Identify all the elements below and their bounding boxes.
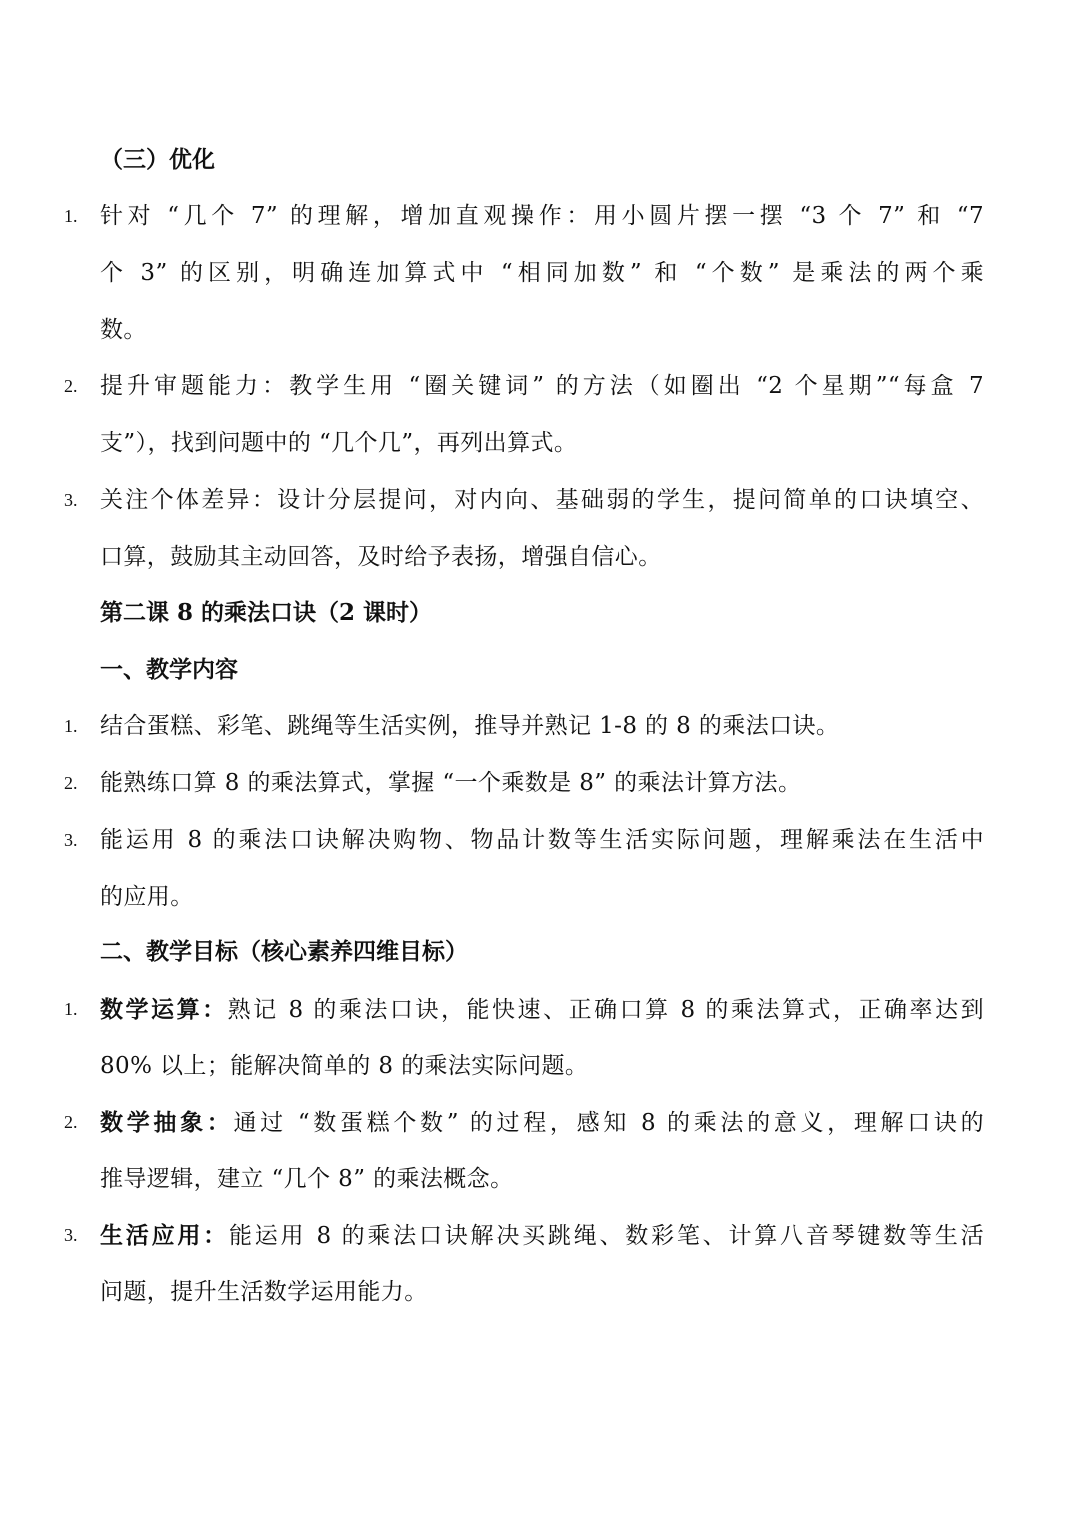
text-line: [100, 1207, 984, 1264]
text-line: 数。: [100, 317, 147, 343]
text-line: 关注个体差异：设计分层提问，对内向、基础弱的学生，提问简单的口诀填空、: [100, 487, 984, 513]
lesson-title: 第二课 8 的乘法口诀（2 课时）: [100, 599, 433, 626]
section-heading-optimize: （三）优化: [100, 146, 215, 173]
section-heading-content: 一、教学内容: [100, 656, 238, 683]
list-number: 3.: [64, 1225, 78, 1245]
list-item-text: [100, 1094, 984, 1208]
list-number: 1.: [64, 999, 78, 1019]
text-line: 提升审题能力：教学生用 “圈关键词” 的方法（如圈出 “2 个星期”“每盒 7: [100, 373, 984, 399]
list-number: 2.: [64, 376, 78, 396]
text-line: 推导逻辑，建立 “几个 8” 的乘法概念。: [100, 1166, 514, 1192]
text-line: 80% 以上；能解决简单的 8 的乘法实际问题。: [100, 1053, 589, 1079]
list-number: 3.: [64, 830, 78, 850]
text-line: 问题，提升生活数学运用能力。: [100, 1279, 428, 1305]
list-number: 3.: [64, 490, 78, 510]
text-line: [100, 1094, 984, 1151]
list-item-text: [100, 358, 984, 472]
list-number: 1.: [64, 206, 78, 226]
text-line: 的应用。: [100, 884, 194, 910]
list-number: 2.: [64, 773, 78, 793]
goal-text: 熟记 8 的乘法口诀，能快速、正确口算 8 的乘法算式，正确率达到: [227, 997, 985, 1023]
text-line: 口算，鼓励其主动回答，及时给予表扬，增强自信心。: [100, 544, 662, 570]
text-line: 能运用 8 的乘法口诀解决购物、物品计数等生活实际问题，理解乘法在生活中: [100, 827, 984, 853]
list-item-text: [100, 812, 984, 926]
goal-text: 通过 “数蛋糕个数” 的过程，感知 8 的乘法的意义，理解口诀的: [233, 1110, 985, 1136]
list-number: 2.: [64, 1112, 78, 1132]
goal-label: 数学抽象：: [100, 1109, 234, 1136]
list-item-text: [100, 698, 984, 755]
section-heading-goals: 二、教学目标（核心素养四维目标）: [100, 938, 468, 965]
text-line: [100, 981, 984, 1038]
text-line: 能熟练口算 8 的乘法算式，掌握 “一个乘数是 8” 的乘法计算方法。: [100, 770, 802, 796]
list-item-text: [100, 981, 984, 1095]
list-item-text: [100, 188, 984, 359]
goal-text: 能运用 8 的乘法口诀解决买跳绳、数彩笔、计算八音琴键数等生活: [228, 1223, 985, 1249]
text-line: 个 3” 的区别，明确连加算式中 “相同加数” 和 “个数” 是乘法的两个乘: [100, 260, 984, 286]
goal-label: 生活应用：: [100, 1222, 229, 1249]
list-item-text: [100, 755, 984, 812]
list-item-text: [100, 1207, 984, 1321]
list-item-text: [100, 472, 984, 586]
text-line: 针对 “几个 7” 的理解，增加直观操作：用小圆片摆一摆 “3 个 7” 和 “7: [100, 203, 984, 229]
text-line: 结合蛋糕、彩笔、跳绳等生活实例，推导并熟记 1-8 的 8 的乘法口诀。: [100, 713, 840, 739]
goal-label: 数学运算：: [100, 996, 228, 1023]
text-line: 支”），找到问题中的 “几个几”，再列出算式。: [100, 430, 578, 456]
list-number: 1.: [64, 716, 78, 736]
